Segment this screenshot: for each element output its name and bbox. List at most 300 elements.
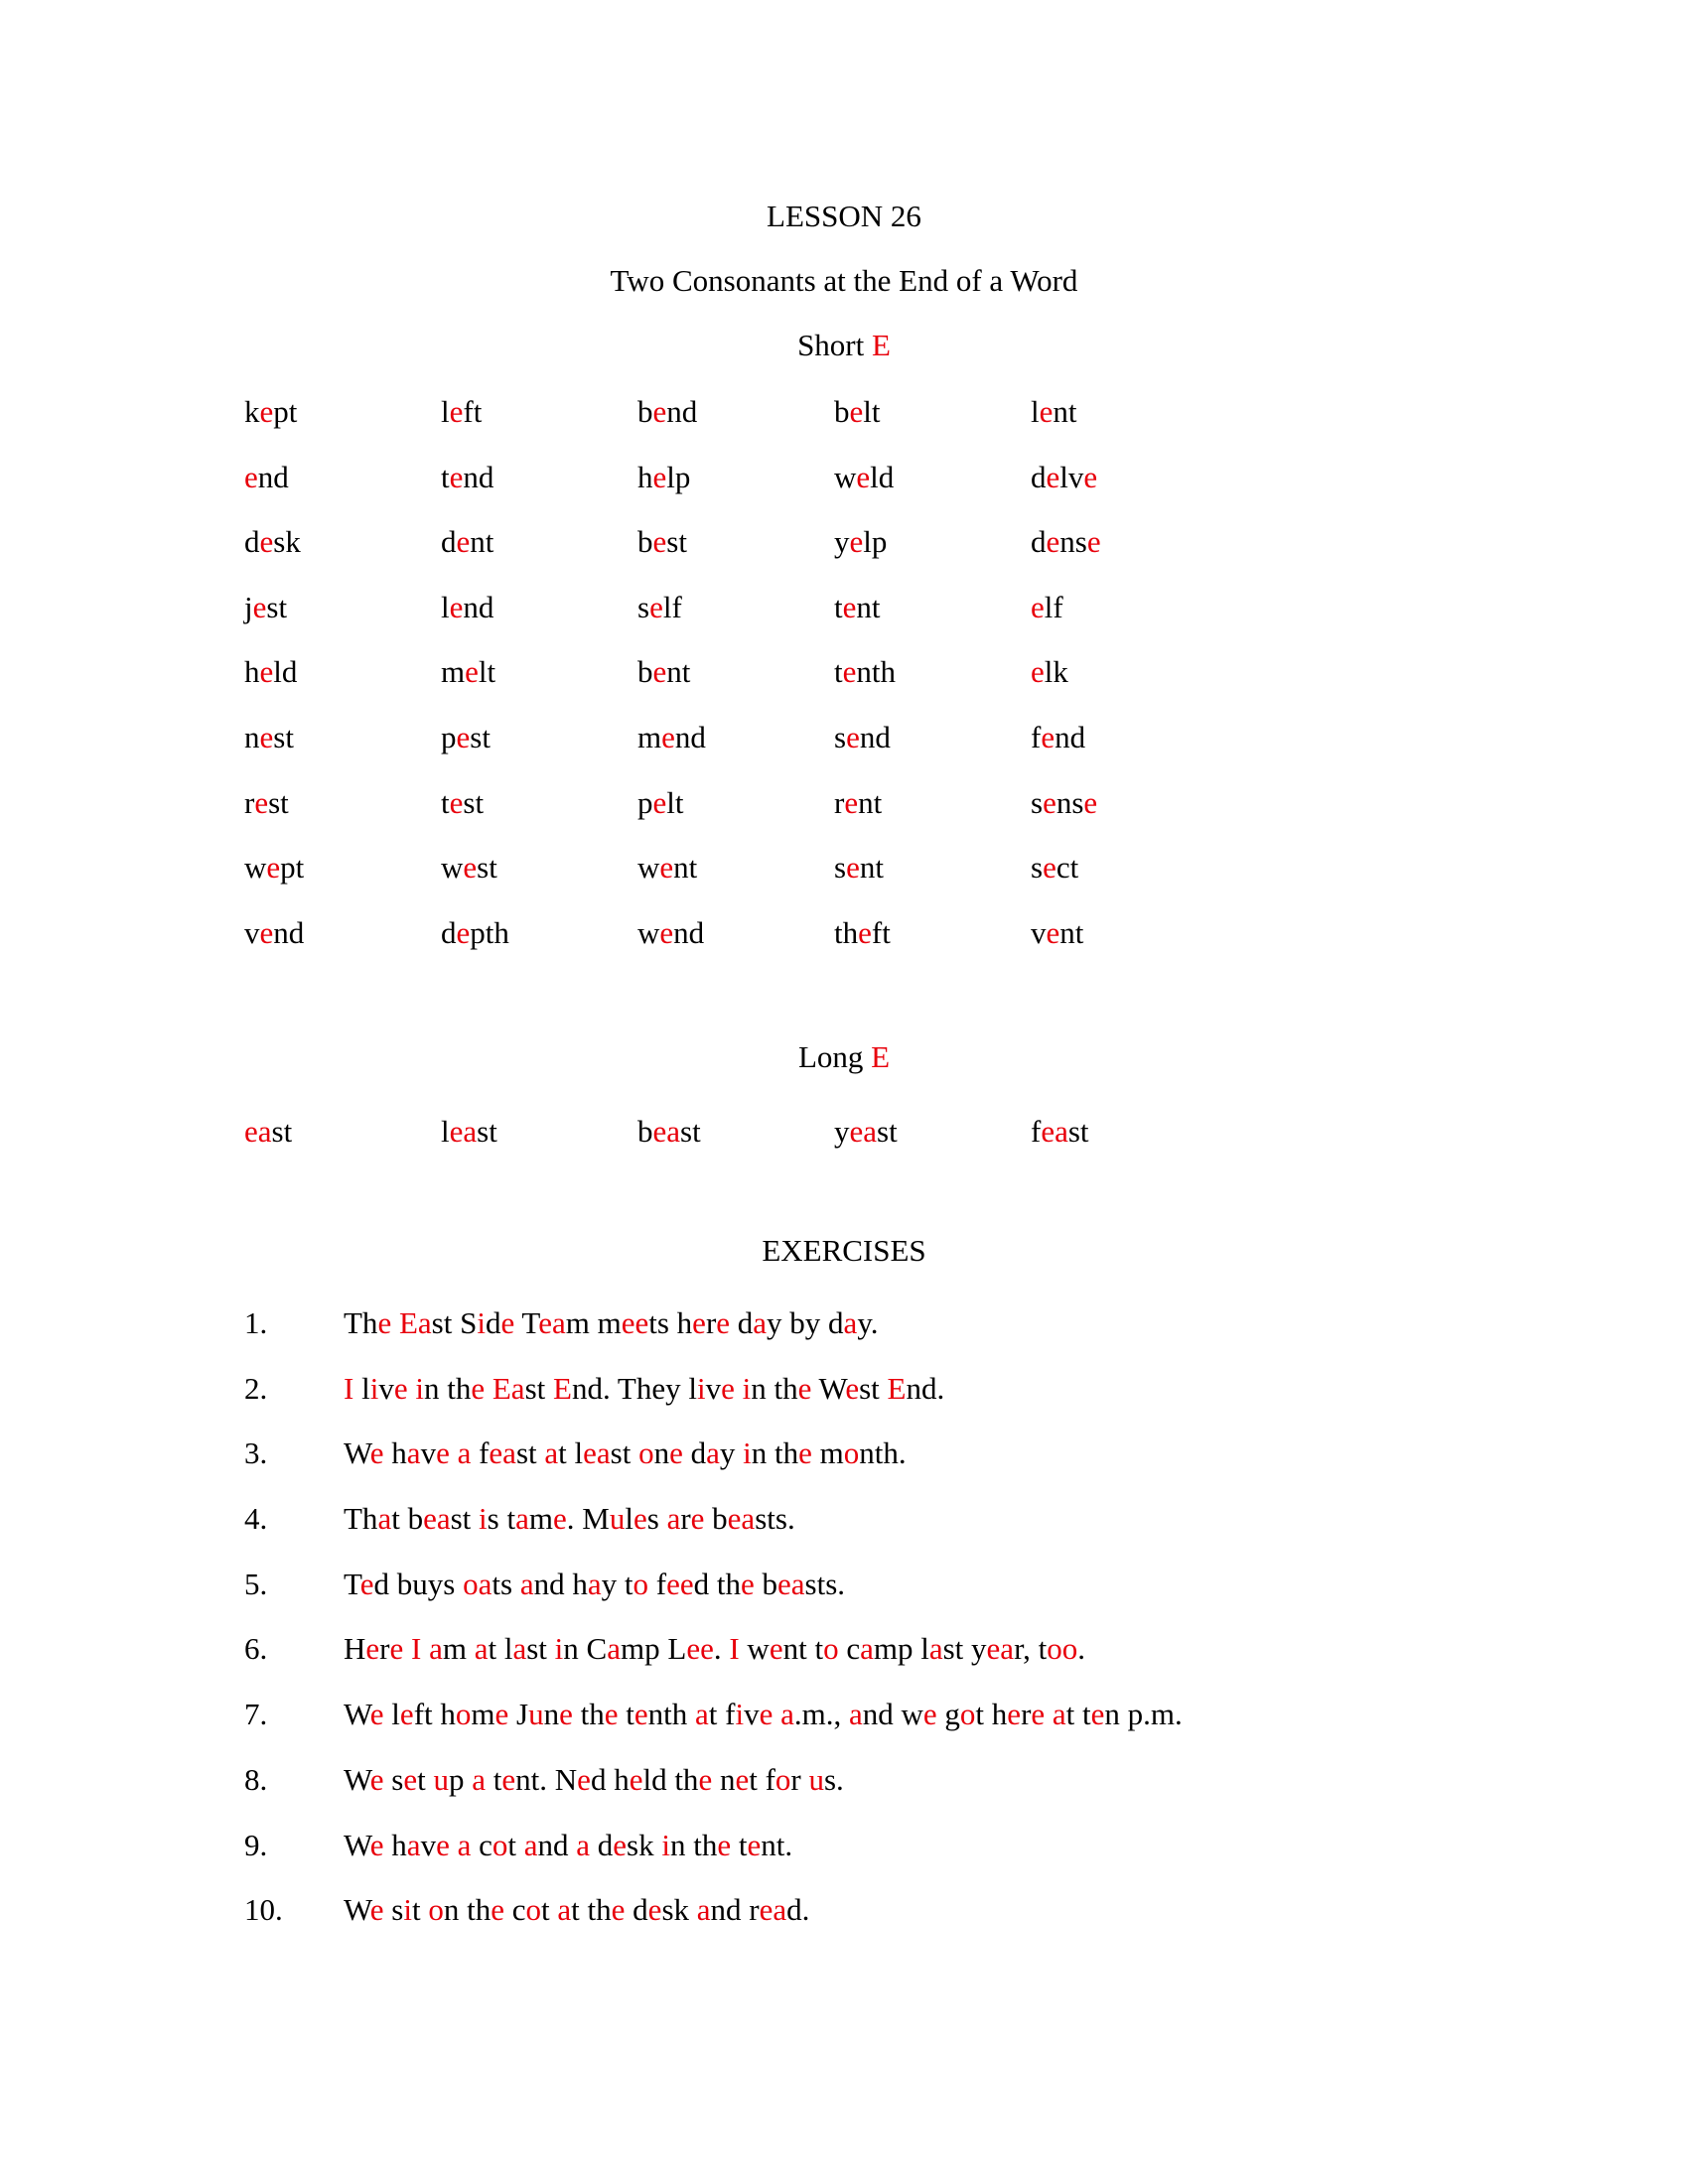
exercise-sentence xyxy=(344,1369,944,1409)
text-segment xyxy=(735,1371,743,1406)
exercise-number: 10. xyxy=(244,1892,283,1928)
exercise-number: 5. xyxy=(244,1566,268,1601)
highlighted-letters: o xyxy=(638,1435,654,1471)
highlighted-letters: e xyxy=(717,1827,732,1862)
text-segment: st xyxy=(463,784,485,820)
text-segment: ft h xyxy=(413,1697,456,1732)
text-segment: nd xyxy=(674,719,706,754)
highlighted-letters: e xyxy=(633,1697,648,1732)
text-segment: t th xyxy=(571,1892,612,1928)
highlighted-letters: Ea xyxy=(398,1305,432,1340)
highlighted-letters: i xyxy=(661,1827,670,1862)
word xyxy=(441,588,493,627)
word xyxy=(637,848,697,887)
highlighted-letters: a xyxy=(780,1697,794,1732)
word xyxy=(441,458,493,497)
word xyxy=(441,1112,497,1152)
text-segment: d. xyxy=(786,1892,810,1928)
highlighted-letters: e xyxy=(647,1892,662,1928)
text-segment: st xyxy=(271,1114,293,1149)
text-segment: m m xyxy=(565,1305,622,1340)
text-segment: r xyxy=(244,784,255,820)
exercise-number: 4. xyxy=(244,1501,268,1537)
text-segment: f xyxy=(1031,1114,1042,1149)
text-segment: w xyxy=(834,459,857,494)
text-segment: nt xyxy=(856,589,881,624)
word xyxy=(1031,913,1083,953)
word xyxy=(244,783,289,823)
highlighted-letters: o xyxy=(455,1697,472,1732)
text-segment: w xyxy=(739,1631,770,1667)
highlighted-letters: i xyxy=(554,1631,564,1667)
text-segment: nd xyxy=(463,459,494,494)
text-segment: v xyxy=(420,1435,437,1471)
highlighted-letters: e xyxy=(613,1827,628,1862)
text-segment: v xyxy=(705,1370,722,1406)
highlighted-letters: oo xyxy=(1047,1631,1078,1667)
text-segment: ns xyxy=(1059,524,1087,560)
highlighted-letters: e xyxy=(244,459,258,494)
highlighted-letters: e xyxy=(692,1305,706,1340)
highlighted-letters: i xyxy=(415,1370,424,1406)
word xyxy=(441,392,482,432)
highlighted-letters: i xyxy=(479,1501,488,1537)
highlighted-letters: e xyxy=(456,914,471,950)
text-segment: T xyxy=(344,1566,360,1601)
highlighted-letters: a xyxy=(472,1761,487,1797)
long-e-word-row xyxy=(244,1112,1237,1152)
highlighted-letters: e xyxy=(359,1566,374,1601)
exercise-sentence xyxy=(344,1695,1183,1734)
highlighted-letters: ea xyxy=(423,1501,451,1537)
text-segment: r xyxy=(705,1305,717,1340)
text-segment: h xyxy=(244,654,260,690)
highlighted-letters: e xyxy=(449,784,464,820)
text-segment: f xyxy=(471,1435,490,1471)
text-segment: n th xyxy=(751,1370,798,1406)
lesson-subtitle: Two Consonants at the End of a Word xyxy=(610,263,1078,298)
text-segment: st xyxy=(450,1501,480,1537)
text-segment: Th xyxy=(344,1305,378,1340)
text-segment: sts. xyxy=(804,1566,846,1601)
text-segment: n p.m. xyxy=(1104,1697,1183,1732)
text-segment: s t xyxy=(487,1501,516,1537)
highlighted-letters: e xyxy=(449,459,464,494)
text-segment: w xyxy=(637,914,660,950)
highlighted-letters: e xyxy=(436,1827,450,1862)
highlighted-letters: a xyxy=(457,1435,472,1471)
text-segment: d xyxy=(1031,459,1047,494)
highlighted-letters: a xyxy=(587,1566,602,1601)
text-segment: ts h xyxy=(648,1305,693,1340)
highlighted-letters: e xyxy=(456,524,471,560)
word xyxy=(637,718,706,757)
highlighted-letters: e xyxy=(369,1892,384,1928)
text-segment: ns xyxy=(1055,784,1084,820)
text-segment: r, t xyxy=(1014,1631,1048,1667)
highlighted-letters: e xyxy=(652,784,667,820)
highlighted-letters: E xyxy=(871,1039,891,1074)
text-segment: st S xyxy=(431,1305,478,1340)
text-segment: t xyxy=(441,784,450,820)
text-segment: st xyxy=(524,1370,553,1406)
highlighted-letters: a xyxy=(512,1631,527,1667)
highlighted-letters: e xyxy=(652,654,667,690)
text-segment: lp xyxy=(666,459,691,494)
text-segment xyxy=(391,1305,399,1340)
text-segment: nd h xyxy=(533,1566,588,1601)
highlighted-letters: e xyxy=(716,1305,731,1340)
text-segment: w xyxy=(441,850,464,886)
text-segment: m xyxy=(811,1435,844,1471)
highlighted-letters: e xyxy=(369,1435,384,1471)
highlighted-letters: e xyxy=(403,1761,418,1797)
text-segment: s xyxy=(834,850,847,886)
text-segment: sk xyxy=(661,1892,697,1928)
text-segment: t xyxy=(412,1892,429,1928)
word xyxy=(637,588,682,627)
highlighted-letters: I xyxy=(344,1370,354,1406)
text-segment: n th xyxy=(669,1827,718,1862)
text-segment: r xyxy=(834,784,845,820)
word xyxy=(1031,783,1097,823)
highlighted-letters: a xyxy=(843,1305,858,1340)
highlighted-letters: e xyxy=(858,914,872,950)
highlighted-letters: a xyxy=(557,1892,572,1928)
text-segment: pth xyxy=(470,914,509,950)
word xyxy=(1031,588,1063,627)
word xyxy=(441,522,493,562)
text-segment: t xyxy=(731,1827,748,1862)
highlighted-letters: e xyxy=(797,1370,812,1406)
text-segment: s xyxy=(637,589,650,624)
word xyxy=(834,652,896,692)
highlighted-letters: a xyxy=(695,1697,709,1732)
highlighted-letters: i xyxy=(742,1370,752,1406)
highlighted-letters: e xyxy=(259,719,274,754)
highlighted-letters: e xyxy=(254,784,269,820)
text-segment: nt xyxy=(470,524,494,560)
highlighted-letters: e xyxy=(846,719,860,754)
text-segment: st xyxy=(877,1114,898,1149)
highlighted-letters: ea xyxy=(776,1566,805,1601)
word xyxy=(1031,522,1101,562)
highlighted-letters: e xyxy=(842,589,857,624)
text-segment: t xyxy=(507,1827,524,1862)
word xyxy=(1031,392,1077,432)
exercise-sentence xyxy=(344,1760,844,1800)
exercise-number: 7. xyxy=(244,1697,268,1732)
text-segment: st xyxy=(266,589,288,624)
word xyxy=(441,718,491,757)
highlighted-letters: e xyxy=(721,1370,735,1406)
text-segment: nth xyxy=(856,654,897,690)
text-segment: st xyxy=(273,719,294,754)
text-segment: l xyxy=(441,1114,450,1149)
text-segment: mp l xyxy=(873,1631,929,1667)
text-segment: st xyxy=(610,1435,639,1471)
text-segment: d xyxy=(441,524,457,560)
word xyxy=(834,588,881,627)
text-segment: d xyxy=(730,1305,754,1340)
short-e-heading xyxy=(0,326,1688,365)
text-segment: st xyxy=(268,784,289,820)
word xyxy=(244,458,289,497)
text-segment: n xyxy=(712,1761,736,1797)
text-segment: lt xyxy=(478,654,496,690)
highlighted-letters: a xyxy=(515,1501,529,1537)
text-segment: nt xyxy=(673,850,698,886)
highlighted-letters: e xyxy=(735,1761,750,1797)
highlighted-letters: a xyxy=(576,1827,591,1862)
highlighted-letters: e xyxy=(365,1631,380,1667)
highlighted-letters: e xyxy=(669,1435,683,1471)
text-segment: h xyxy=(383,1435,407,1471)
text-segment: n th xyxy=(751,1435,799,1471)
lesson-title: LESSON 26 xyxy=(767,199,921,233)
text-segment: t xyxy=(541,1892,558,1928)
highlighted-letters: e xyxy=(747,1827,762,1862)
text-segment: s xyxy=(1031,850,1044,886)
text-segment: nt xyxy=(666,654,691,690)
highlighted-letters: e xyxy=(740,1566,755,1601)
highlighted-letters: e xyxy=(652,459,667,494)
word xyxy=(834,522,887,562)
text-segment: y by d xyxy=(767,1305,844,1340)
text-segment: v xyxy=(744,1697,760,1732)
text-segment: v xyxy=(378,1370,394,1406)
text-segment: nd xyxy=(257,459,289,494)
exercise-sentence xyxy=(344,1433,907,1473)
highlighted-letters: a xyxy=(928,1631,943,1667)
text-segment xyxy=(403,1631,411,1666)
word xyxy=(244,848,304,887)
highlighted-letters: i xyxy=(369,1370,379,1406)
text-segment: st xyxy=(477,850,497,886)
highlighted-letters: ee xyxy=(666,1566,694,1601)
highlighted-letters: e xyxy=(1041,719,1055,754)
text-segment: n C xyxy=(563,1631,608,1667)
highlighted-letters: i xyxy=(743,1435,752,1471)
highlighted-letters: e xyxy=(266,850,281,886)
text-segment: ld xyxy=(870,459,895,494)
text-segment: d xyxy=(682,1435,707,1471)
highlighted-letters: e xyxy=(652,394,667,429)
word xyxy=(637,392,697,432)
highlighted-letters: e xyxy=(604,1697,619,1732)
text-segment: v xyxy=(1031,914,1047,950)
text-segment: c xyxy=(471,1827,492,1862)
highlighted-letters: e xyxy=(846,850,860,886)
text-segment: lv xyxy=(1059,459,1084,494)
exercise-number: 1. xyxy=(244,1305,268,1340)
word xyxy=(834,783,882,823)
highlighted-letters: e xyxy=(661,719,675,754)
highlighted-letters: e xyxy=(842,654,857,690)
text-segment: nth xyxy=(647,1697,696,1732)
highlighted-letters: e xyxy=(369,1697,384,1732)
text-segment: n th xyxy=(423,1370,472,1406)
text-segment: y xyxy=(834,524,850,560)
text-segment: nd w xyxy=(862,1697,923,1732)
long-e-heading xyxy=(0,1037,1688,1077)
text-segment: lf xyxy=(662,589,682,624)
text-segment: ld xyxy=(273,654,298,690)
highlighted-letters: e xyxy=(856,459,871,494)
text-segment: y t xyxy=(601,1566,633,1601)
text-segment: b xyxy=(637,394,653,429)
text-segment: l xyxy=(625,1501,633,1537)
highlighted-letters: u xyxy=(433,1761,450,1797)
highlighted-letters: a xyxy=(1052,1697,1066,1732)
text-segment: nd xyxy=(537,1827,577,1862)
highlighted-letters: a xyxy=(406,1827,421,1862)
highlighted-letters: e xyxy=(633,1501,647,1537)
highlighted-letters: ea xyxy=(1041,1114,1068,1149)
text-segment: W xyxy=(344,1827,370,1862)
highlighted-letters: e xyxy=(559,1697,573,1732)
text-segment: W xyxy=(344,1435,370,1471)
highlighted-letters: ea xyxy=(849,1114,878,1149)
text-segment: nth. xyxy=(859,1435,907,1471)
word xyxy=(834,392,881,432)
text-segment: nd r xyxy=(710,1892,760,1928)
text-segment: r xyxy=(680,1501,691,1537)
highlighted-letters: a xyxy=(666,1501,681,1537)
highlighted-letters: e xyxy=(1031,1697,1046,1732)
word xyxy=(244,522,301,562)
text-segment: y xyxy=(719,1435,744,1471)
highlighted-letters: e xyxy=(1083,784,1098,820)
highlighted-letters: a xyxy=(406,1435,421,1471)
text-segment: . M xyxy=(566,1501,610,1537)
highlighted-letters: i xyxy=(403,1892,412,1928)
word xyxy=(834,718,891,757)
word xyxy=(637,522,687,562)
text-segment: Th xyxy=(344,1501,378,1537)
text-segment: nd xyxy=(273,914,305,950)
highlighted-letters: u xyxy=(528,1697,544,1732)
word xyxy=(244,718,294,757)
text-segment: m xyxy=(528,1501,553,1537)
highlighted-letters: e xyxy=(845,1370,860,1406)
highlighted-letters: o xyxy=(823,1631,839,1667)
highlighted-letters: ea xyxy=(727,1501,756,1537)
text-segment: Long xyxy=(797,1039,872,1074)
word xyxy=(1031,458,1097,497)
text-segment: c xyxy=(504,1892,526,1928)
text-segment: nt. N xyxy=(515,1761,578,1797)
highlighted-letters: e xyxy=(1086,524,1101,560)
highlighted-letters: e xyxy=(259,654,274,690)
highlighted-letters: e xyxy=(259,394,274,429)
text-segment: r xyxy=(379,1631,390,1667)
text-segment: nd xyxy=(666,394,698,429)
exercise-sentence xyxy=(344,1890,809,1930)
text-segment: s. xyxy=(823,1761,844,1797)
highlighted-letters: ea xyxy=(489,1435,516,1471)
word xyxy=(637,652,690,692)
text-segment: sk xyxy=(273,524,301,560)
highlighted-letters: e xyxy=(449,589,464,624)
text-segment: Short xyxy=(797,328,872,362)
highlighted-letters: u xyxy=(609,1501,626,1537)
word xyxy=(637,913,704,953)
highlighted-letters: e xyxy=(798,1435,812,1471)
highlighted-letters: o xyxy=(428,1892,444,1928)
word xyxy=(244,652,297,692)
highlighted-letters: e xyxy=(456,719,471,754)
text-segment: .m., xyxy=(793,1697,849,1732)
text-segment: l xyxy=(1031,394,1040,429)
text-segment: nd xyxy=(673,914,705,950)
highlighted-letters: e xyxy=(377,1305,392,1340)
word xyxy=(637,458,690,497)
text-segment: nd. xyxy=(906,1370,945,1406)
text-segment: l xyxy=(353,1370,370,1406)
exercise-sentence xyxy=(344,1303,879,1343)
highlighted-letters: e xyxy=(436,1435,450,1471)
text-segment: n xyxy=(244,719,260,754)
text-segment: p xyxy=(441,719,457,754)
text-segment: n xyxy=(653,1435,670,1471)
highlighted-letters: a xyxy=(706,1435,720,1471)
highlighted-letters: ee xyxy=(621,1305,649,1340)
text-segment: l xyxy=(441,589,450,624)
text-segment: t b xyxy=(391,1501,424,1537)
text-segment: th xyxy=(572,1697,605,1732)
highlighted-letters: a xyxy=(860,1631,874,1667)
highlighted-letters: e xyxy=(465,654,479,690)
text-segment: j xyxy=(244,589,253,624)
highlighted-letters: ea xyxy=(652,1114,681,1149)
text-segment: t xyxy=(486,1761,502,1797)
highlighted-letters: i xyxy=(735,1697,745,1732)
exercise-sentence xyxy=(344,1629,1085,1669)
highlighted-letters: e xyxy=(659,850,674,886)
highlighted-letters: e xyxy=(1046,524,1060,560)
exercise-sentence xyxy=(344,1826,792,1865)
highlighted-letters: o xyxy=(525,1892,542,1928)
text-segment: nt xyxy=(1059,914,1084,950)
text-segment: m xyxy=(442,1631,475,1667)
word xyxy=(834,458,894,497)
highlighted-letters: e xyxy=(759,1697,774,1732)
highlighted-letters: e xyxy=(252,589,267,624)
text-segment: nt xyxy=(859,850,884,886)
word xyxy=(441,652,495,692)
text-segment: sk xyxy=(627,1827,662,1862)
highlighted-letters: e xyxy=(463,850,478,886)
word xyxy=(244,1112,292,1152)
text-segment: lk xyxy=(1044,654,1068,690)
highlighted-letters: ea xyxy=(449,1114,478,1149)
text-segment: t f xyxy=(749,1761,775,1797)
text-segment: s xyxy=(383,1892,404,1928)
text-segment: k xyxy=(244,394,260,429)
text-segment: ft xyxy=(463,394,483,429)
highlighted-letters: e xyxy=(1039,394,1054,429)
text-segment: lt xyxy=(863,394,881,429)
highlighted-letters: E xyxy=(553,1370,572,1406)
text-segment: m xyxy=(637,719,662,754)
text-segment: p xyxy=(637,784,653,820)
text-segment: st xyxy=(526,1631,555,1667)
text-segment: v xyxy=(244,914,260,950)
text-segment: n xyxy=(543,1697,560,1732)
text-segment: d xyxy=(625,1892,648,1928)
text-segment: n th xyxy=(443,1892,492,1928)
